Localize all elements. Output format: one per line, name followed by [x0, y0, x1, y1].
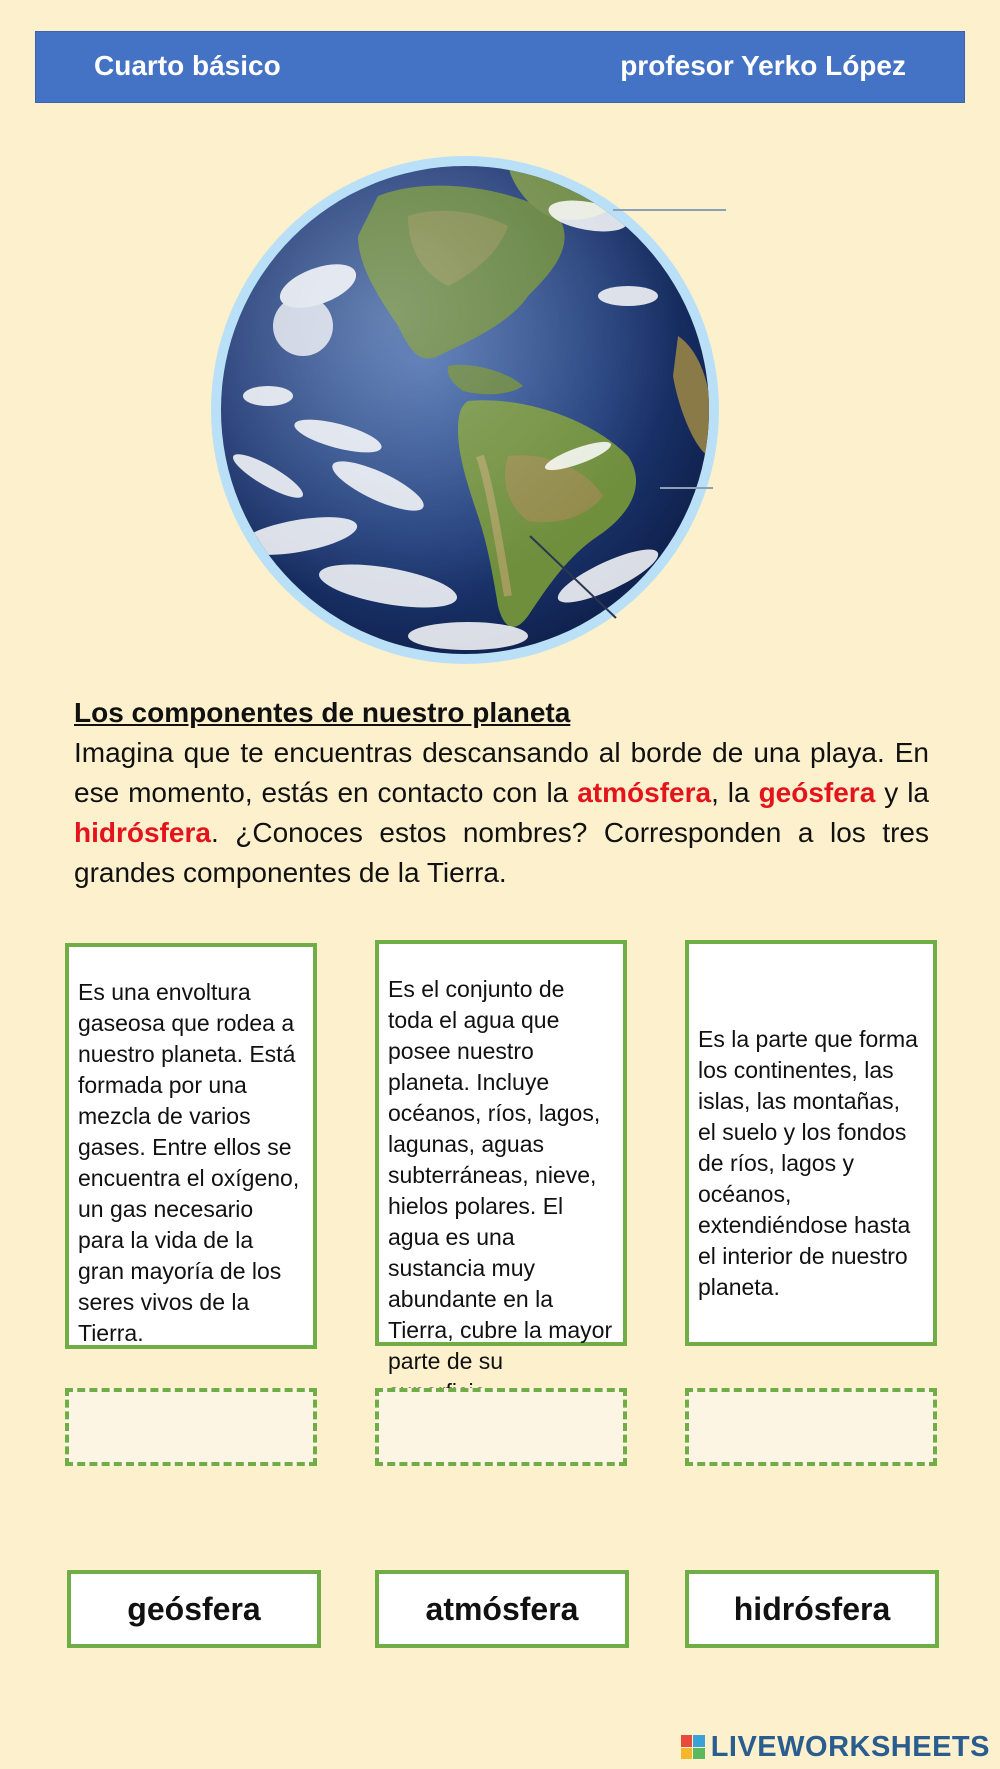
term-atmosfera: atmósfera — [577, 777, 712, 808]
header-bar — [35, 31, 965, 103]
definition-card-3: Es la parte que forma los continentes, las islas, las montañas, el suelo y los fondos de ríos, lagos y océanos, extendiéndose hasta el interior de nuestro planeta. — [685, 940, 937, 1346]
intro-section — [74, 693, 929, 893]
intro-text-3: y la — [875, 777, 929, 808]
intro-text-1: Imagina que te encuentras descansando al borde de una playa. En ese momento, estás en contacto con la — [74, 737, 929, 808]
brand-name: LIVEWORKSHEETS — [710, 1730, 990, 1763]
teacher-label: profesor Yerko López — [620, 50, 906, 81]
section-title: Los componentes de nuestro planeta — [74, 697, 571, 728]
term-hidrosfera: hidrósfera — [74, 817, 211, 848]
earth-globe-image — [208, 156, 726, 664]
grade-label: Cuarto básico — [94, 50, 281, 81]
term-geosfera: geósfera — [758, 777, 876, 808]
answer-dropzone-3[interactable] — [685, 1388, 937, 1466]
brand-footer[interactable] — [681, 1730, 990, 1763]
definition-card-1: Es una envoltura gaseosa que rodea a nuestro planeta. Está formada por una mezcla de varios gases. Entre ellos se encuentra el oxígeno, un gas necesario para la vida de la gran mayoría de los seres vivos de la Tierra. — [65, 943, 317, 1349]
intro-text-4: . ¿Conoces estos nombres? Corresponden a los tres grandes componentes de la Tierra. — [74, 817, 929, 888]
answer-dropzone-1[interactable] — [65, 1388, 317, 1466]
intro-paragraph — [74, 733, 929, 893]
draggable-word-geosfera[interactable]: geósfera — [67, 1570, 321, 1648]
draggable-word-hidrosfera[interactable]: hidrósfera — [685, 1570, 939, 1648]
answer-dropzone-2[interactable] — [375, 1388, 627, 1466]
definition-card-2: Es el conjunto de toda el agua que posee nuestro planeta. Incluye océanos, ríos, lagos, lagunas, aguas subterráneas, nieve, hielos polares. El agua es una sustancia muy abundante en la Tierra, cubre la mayor parte de su — [375, 940, 627, 1346]
draggable-word-atmosfera[interactable]: atmósfera — [375, 1570, 629, 1648]
intro-text-2: , la — [711, 777, 759, 808]
liveworksheets-logo-icon — [681, 1735, 705, 1759]
